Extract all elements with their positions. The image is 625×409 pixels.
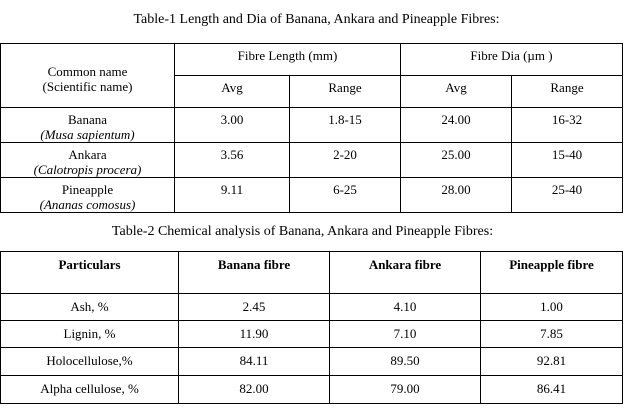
banana-fibre-header: Banana fibre <box>179 252 330 294</box>
pineapple-value: 92.81 <box>481 348 623 376</box>
dia-range-header: Range <box>512 76 623 108</box>
table-row <box>1 143 623 178</box>
particular-label: Holocellulose,% <box>1 348 179 376</box>
length-range-header: Range <box>290 76 401 108</box>
fibre-dia-group-header: Fibre Dia (µm ) <box>401 44 623 76</box>
particular-label: Ash, % <box>1 294 179 321</box>
table1-caption: Table-1 Length and Dia of Banana, Ankara and Pineapple Fibres: <box>133 12 500 27</box>
banana-value: 11.90 <box>179 321 330 348</box>
dia-avg-value: 28.00 <box>401 178 512 213</box>
banana-value: 2.45 <box>179 294 330 321</box>
fibre-dimensions-table <box>0 43 623 213</box>
table-row <box>1 321 623 348</box>
fibre-name-cell <box>1 143 175 178</box>
fibre-name-cell <box>1 108 175 143</box>
table2-caption: Table-2 Chemical analysis of Banana, Ankara and Pineapple Fibres: <box>111 224 494 239</box>
scientific-name-header: (Scientific name) <box>42 78 133 94</box>
ankara-fibre-header: Ankara fibre <box>330 252 481 294</box>
common-name-header-cell <box>1 44 175 108</box>
length-avg-value: 3.56 <box>175 143 290 178</box>
table-row <box>1 294 623 321</box>
ankara-value: 89.50 <box>330 348 481 376</box>
fibre-scientific-name: (Musa sapientum) <box>40 127 135 142</box>
pineapple-value: 86.41 <box>481 376 623 404</box>
common-name-header: Common name <box>47 63 128 79</box>
dia-avg-value: 24.00 <box>401 108 512 143</box>
fibre-scientific-name: (Ananas comosus) <box>39 197 136 212</box>
fibre-name: Banana <box>68 112 107 127</box>
length-range-value: 6-25 <box>290 178 401 213</box>
particular-label: Lignin, % <box>1 321 179 348</box>
table-row <box>1 178 623 213</box>
length-range-value: 2-20 <box>290 143 401 178</box>
chemical-analysis-table <box>0 251 623 404</box>
table-row <box>1 348 623 376</box>
fibre-length-group-header: Fibre Length (mm) <box>175 44 401 76</box>
dia-range-value: 25-40 <box>512 178 623 213</box>
dia-avg-value: 25.00 <box>401 143 512 178</box>
ankara-value: 7.10 <box>330 321 481 348</box>
length-avg-value: 3.00 <box>175 108 290 143</box>
fibre-scientific-name: (Calotropis procera) <box>33 162 142 177</box>
dia-range-value: 16-32 <box>512 108 623 143</box>
fibre-name-cell <box>1 178 175 213</box>
length-avg-header: Avg <box>175 76 290 108</box>
table-row <box>1 108 623 143</box>
pineapple-fibre-header: Pineapple fibre <box>481 252 623 294</box>
fibre-name: Ankara <box>68 147 107 162</box>
dia-range-value: 15-40 <box>512 143 623 178</box>
length-range-value: 1.8-15 <box>290 108 401 143</box>
pineapple-value: 1.00 <box>481 294 623 321</box>
banana-value: 84.11 <box>179 348 330 376</box>
fibre-name: Pineapple <box>61 182 114 197</box>
ankara-value: 79.00 <box>330 376 481 404</box>
dia-avg-header: Avg <box>401 76 512 108</box>
particular-label: Alpha cellulose, % <box>1 376 179 404</box>
pineapple-value: 7.85 <box>481 321 623 348</box>
table-row <box>1 376 623 404</box>
ankara-value: 4.10 <box>330 294 481 321</box>
particulars-header: Particulars <box>1 252 179 294</box>
length-avg-value: 9.11 <box>175 178 290 213</box>
banana-value: 82.00 <box>179 376 330 404</box>
